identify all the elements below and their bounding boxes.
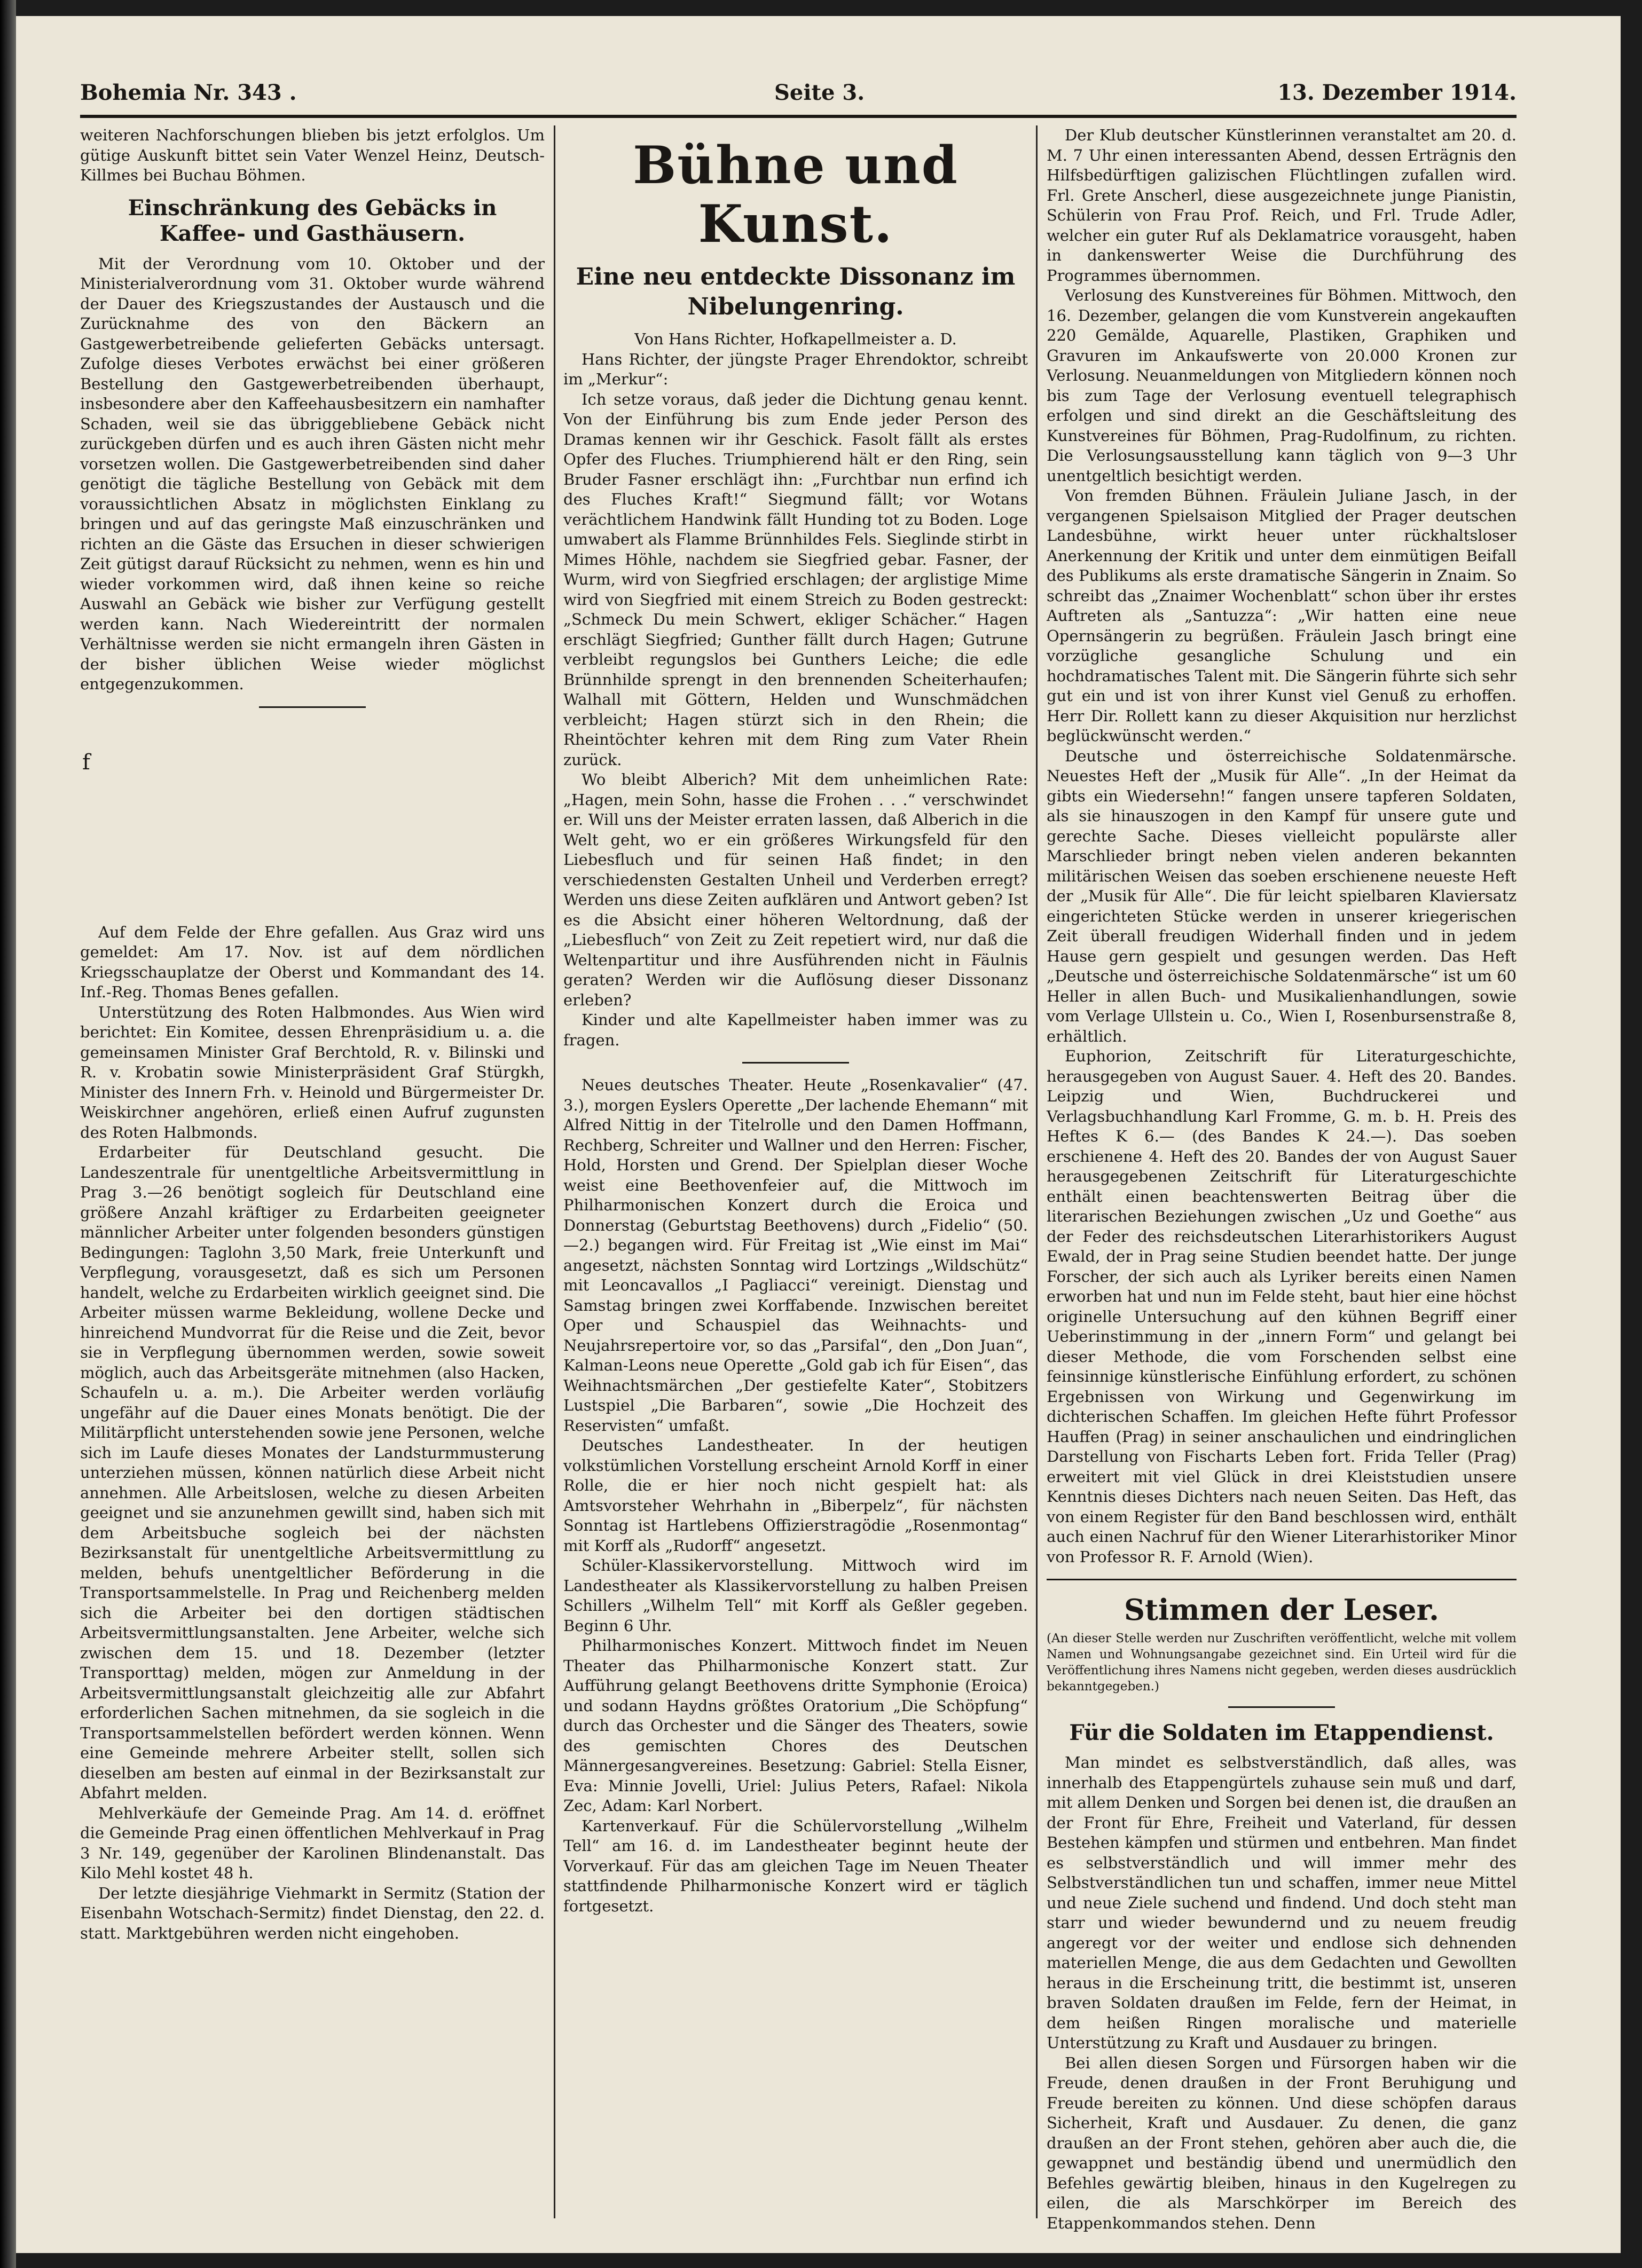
blank-space [80, 720, 545, 923]
news-schueler-vorstellung: Schüler-Klassikervorstellung. Mittwoch wird im Landestheater als Klassikervorstellung zu halben Preisen Schillers „Wilhelm Tell“ mit Korff als Geßler gegeben. Beginn 6 Uhr. [563, 1556, 1028, 1635]
separator [259, 706, 366, 708]
column-1 [80, 125, 545, 2218]
column-3 [1047, 125, 1517, 2232]
news-kuenstlerinnen-klub: Der Klub deutscher Künstlerinnen veranstaltet am 20. d. M. 7 Uhr einen interessanten Abend, dessen Erträgnis den Hilfsbedürftigen galizischen Flüchtlingen zufallen wird. Frl. Grete Anscherl, diese ausgezeichnete junge Pianistin, Schülerin von Frau Prof. Reich, und Frl. Trude Adler, welcher ein guter Ruf als Deklamatrice vorausgeht, haben in dankenswerter Weise die Durchführung des Programmes übernommen. [1047, 126, 1517, 285]
article-dissonanz-text-1: Ich setze voraus, daß jeder die Dichtung genau kennt. Von der Einführung bis zum Ende jeder Person des Dramas kennen wir ihr Geschick. Fasolt fällt als erstes Opfer des Fluches. Triumphierend hält er den Ring, sein Bruder Fasner erschlägt ihn: „Furchtbar nun erfind ich des Fluches Kraft!“ Siegmund fällt; vor Wotans verächtlichem Handwink fällt Hunding tot zu Boden. Loge umwabert als Flamme Brünnhildes Fels. Sieglinde stirbt in Mimes Höhle, nachdem sie Siegfried gebar. Fasner, der Wurm, wird von Siegfried erschlagen; der arglistige Mime wird von Siegfried mit einem Streich zu Boden gestreckt: „Schmeck Du mein Schwert, ekliger Schächer.“ Hagen erschlägt Siegfried; Gunther fällt durch Hagen; Gutrune verbleibt regungslos bei Gunthers Leiche; die edle Brünnhilde sprengt in den brennenden Scheiterhaufen; Walhall mit Göttern, Helden und Wunschmädchen verbleicht; Hagen stürzt sich in den Rhein; die Rheintöchter kehren mit dem Ring zum Vater Rhein zurück. [563, 390, 1028, 769]
separator [1228, 1706, 1335, 1708]
news-philharmonisches-konzert: Philharmonisches Konzert. Mittwoch findet im Neuen Theater das Philharmonische Konzert statt. Zur Aufführung gelangt Beethovens dritte Symphonie (Eroica) und sodann Haydns größtes Oratorium „Die Schöpfung“ durch das Orchester und die Sänger des Theaters, sowie des gemischten Chores des Deutschen Männergesangvereines. Besetzung: Gabriel: Stella Eisner, Eva: Minnie Jovelli, Uriel: Julius Peters, Rafael: Nikola Zec, Adam: Karl Norbert. [563, 1636, 1028, 1815]
section-title-stimmen-der-leser: Stimmen der Leser. [1124, 1593, 1439, 1627]
article-dissonanz-intro: Hans Richter, der jüngste Prager Ehrendoktor, schreibt im „Merkur“: [563, 350, 1028, 388]
news-neues-deutsches-theater: Neues deutsches Theater. Heute „Rosenkavalier“ (47. 3.), morgen Eyslers Operette „Der lachende Ehemann“ mit Alfred Nittig in der Titelrolle und den Damen Hoffmann, Rechberg, Schreiter und Wallner und den Herren: Fischer, Hold, Horsten und Grend. Der Spielplan dieser Woche weist eine Beethovenfeier auf, die Mittwoch im Philharmonischen Konzert durch die Eroica und Donnerstag (Geburtstag Beethovens) durch „Fidelio“ (50.—2.) begangen wird. Für Freitag ist „Wie einst im Mai“ angesetzt, nächsten Sonntag wird Lortzings „Wildschütz“ mit Leoncavallos „I Pagliacci“ vereinigt. Dienstag und Samstag bringen zwei Korffabende. Inzwischen bereitet Oper und Schauspiel das Weihnachts- und Neujahrsrepertoire vor, so das „Parsifal“, den „Don Juan“, Kalman-Leons neue Operette „Gold gab ich für Eisen“, das Weihnachtsmärchen „Der gestiefelte Kater“, Stobitzers Lustspiel „Die Barbaren“, sowie „Die Hochzeit des Reservisten“ umfaßt. [563, 1076, 1028, 1435]
page-header [80, 64, 1517, 107]
article-dissonanz-text-2: Wo bleibt Alberich? Mit dem unheimlichen Rate: „Hagen, mein Sohn, hasse die Frohen . . .“ verschwindet er. Will uns der Meister erraten lassen, daß Alberich in die Welt geht, wo er ein größeres Wirkungsfeld für den Liebesfluch und für seinen Haß findet; in den verschiedensten Gestalten Unheil und Verderben erregt? Werden uns diese Zeiten aufklären und Antwort geben? Ist es die Absicht einer höheren Weltordnung, daß der „Liebesfluch“ von Zeit zu Zeit repetiert wird, nur daß die Weltenpartitur und ihre Ausführenden nicht in Fäulnis geraten? Werden wir die Auflösung dieser Dissonanz erleben? [563, 770, 1028, 1009]
column-rule-1 [554, 125, 555, 2218]
ink-mark: f [82, 750, 90, 775]
news-fremde-buehnen: Von fremden Bühnen. Fräulein Juliane Jasch, in der vergangenen Spielsaison Mitglied der Prager deutschen Landesbühne, wirkt heuer unter rückhaltsloser Anerkennung der Kritik und unter dem einmütigen Beifall des Publikums als erste dramatische Sängerin in Znaim. So schreibt das „Znaimer Wochenblatt“ schon über ihr erstes Auftreten als „Santuzza“: „Wir hatten eine neue Opernsängerin zu begrüßen. Fräulein Jasch bringt eine vorzügliche gesangliche Schulung und ein hochdramatisches Talent mit. Die Sängerin führte sich sehr gut ein und ist von ihrer Kunst viel Genuß zu erhoffen. Herr Dir. Rollett kann zu dieser Akquisition nur herzlichst beglückwünscht werden.“ [1047, 486, 1517, 745]
news-landestheater: Deutsches Landestheater. In der heutigen volkstümlichen Vorstellung erscheint Arnold Korff in einer Rolle, die er hier noch nicht gespielt hat: als Amtsvorsteher Wehrhahn in „Biberpelz“, für nächsten Sonntag ist Hartlebens Offizierstragödie „Rosenmontag“ mit Korff als „Rudorff“ angesetzt. [563, 1436, 1028, 1555]
news-soldatenmaersche: Deutsche und österreichische Soldatenmärsche. Neuestes Heft der „Musik für Alle“. „In der Heimat da gibts ein Wiedersehn!“ fangen unsere tapferen Soldaten, als sie hinauszogen in den Kampf für unsere gute und gerechte Sache. Dieses vielleicht populärste aller Marschlieder bringt neben vielen anderen bekannten militärischen Weisen das soeben erschienene neueste Heft der „Musik für Alle“. Die für leicht spielbaren Klaviersatz eingerichteten Stücke werden in unserer kriegerischen Zeit überall freudigen Widerhall finden und in jedem Hause gern gespielt und gesungen werden. Das Heft „Deutsche und österreichische Soldatenmärsche“ ist um 60 Heller in allen Buch- und Musikalienhandlungen, sowie vom Verlage Ullstein u. Co., Wien I, Rosenbursenstraße 8, erhältlich. [1047, 746, 1517, 1045]
scan-edge-shadow [0, 0, 16, 2268]
header-issue: Bohemia Nr. 343 . [80, 80, 297, 105]
article-continuation: weiteren Nachforschungen blieben bis jetzt erfolglos. Um gütige Auskunft bittet sein Vater Wenzel Heinz, Deutsch-Killmes bei Buchau Böhmen. [80, 126, 545, 184]
editorial-note: (An dieser Stelle werden nur Zuschriften veröffentlicht, welche mit vollem Namen und Wohnungsangabe gezeichnet sind. Ein Urteil wird für die Veröffentlichung ihres Namens nicht gegeben, werden dieses ausdrücklich bekanntgegeben.) [1047, 1632, 1517, 1694]
news-roter-halbmond: Unterstützung des Roten Halbmondes. Aus Wien wird berichtet: Ein Komitee, dessen Ehrenpräsidium u. a. die gemeinsamen Minister Graf Berchtold, R. v. Bilinski und R. v. Krobatin sowie Ministerpräsident Graf Stürgkh, Minister des Innern Frh. v. Heinold und Bürgermeister Dr. Weiskirchner angehören, erließ einen Aufruf zugunsten des Roten Halbmonds. [80, 1003, 545, 1141]
news-erdarbeiter: Erdarbeiter für Deutschland gesucht. Die Landeszentrale für unentgeltliche Arbeitsvermittlung in Prag 3.—26 benötigt sogleich für Deutschland eine größere Anzahl kräftiger zu Erdarbeiten geeigneter männlicher Arbeiter unter folgenden besonders günstigen Bedingungen: Taglohn 3,50 Mark, freie Unterkunft und Verpflegung, vorausgesetzt, daß es sich um Personen handelt, welche zu Erdarbeiten wirklich geeignet sind. Die Arbeiter müssen warme Bekleidung, wollene Decke und hinreichend Mundvorrat für die Reise und die Zeit, bevor sie in Verpflegung übernommen werden, sowie soweit möglich, auch das Arbeitsgeräte mitnehmen (also Hacken, Schaufeln u. a. m.). Die Arbeiter werden vorläufig ungefähr auf die Dauer eines Monats benötigt. Die der Militärpflicht unterstehenden sowie jene Personen, welche sich im Laufe dieses Monates der Landsturmmusterung unterziehen müssen, können natürlich diese Arbeit nicht annehmen. Alle Arbeitslosen, welche zu diesen Arbeiten geeignet und sie anzunehmen gewillt sind, haben sich mit dem Arbeitsbuche sogleich bei der nächsten Bezirksanstalt für unentgeltliche Arbeitsvermittlung zu melden, behufs unentgeltlicher Beförderung in die Transportsammelstelle. In Prag und Reichenberg melden sich die Arbeiter bei den dortigen städtischen Arbeitsvermittlungsanstalten. Jene Arbeiter, welche sich zwischen dem 15. und 18. Dezember (letzter Transporttag) melden, mögen zur Anmeldung in der Arbeitsvermittlungsanstalt gleichzeitig alle zur Abfahrt erforderlichen Sachen mitnehmen, da sie sogleich in die Transportsammelstellen befördert werden können. Wenn eine Gemeinde mehrere Arbeiter stellt, sollen sich dieselben am besten auf einmal in der Bezirksanstalt zur Abfahrt melden. [80, 1143, 545, 1802]
news-kartenverkauf: Kartenverkauf. Für die Schülervorstellung „Wilhelm Tell“ am 16. d. im Landestheater beginnt heute der Vorverkauf. Für das am gleichen Tage im Neuen Theater stattfindende Philharmonische Konzert wird er täglich fortgesetzt. [563, 1816, 1028, 1915]
section-title-buehne-und-kunst: Bühne und Kunst. [633, 135, 959, 254]
news-viehmarkt: Der letzte diesjährige Viehmarkt in Sermitz (Station der Eisenbahn Wotschach-Sermitz) findet Dienstag, den 22. d. statt. Marktgebühren werden nicht eingehoben. [80, 1884, 545, 1942]
separator [1047, 1579, 1517, 1580]
news-kunstverein-verlosung: Verlosung des Kunstvereines für Böhmen. Mittwoch, den 16. Dezember, gelangen die vom Kunstverein angekauften 220 Gemälde, Aquarelle, Plastiken, Graphiken und Gravuren im Ankaufswerte von 20.000 Kronen zur Verlosung. Neuanmeldungen von Mitgliedern können noch bis zum Tage der Verlosung eventuell telegraphisch erfolgen und sind direkt an die Geschäftsleitung des Kunstvereines für Böhmen, Prag-Rudolfinum, zu richten. Die Verlosungsausstellung kann täglich von 9—3 Uhr unentgeltlich besichtigt werden. [1047, 286, 1517, 485]
column-rule-2 [1036, 125, 1038, 2218]
article-etappendienst-text-1: Man mindet es selbstverständlich, daß alles, was innerhalb des Etappengürtels zuhause sein muß und darf, mit allem Denken und Sorgen bei denen ist, die draußen an der Front für Ehre, Freiheit und Vaterland, für dessen Bestehen kämpfen und stürmen und entbehren. Man findet es selbstverständlich und will immer mehr des Selbstverständlichen tun und schaffen, immer neue Mittel und neue Ziele suchend und findend. Und doch steht man starr und wieder bewundernd und zu neuem freudig angeregt vor der weiter und endlose sich dehnenden materiellen Menge, die aus dem Gedachten und Gewollten heraus in die Erscheinung tritt, die bestimmt ist, unseren braven Soldaten draußen im Felde, fern der Heimat, in dem heißen Ringen moralische und materielle Unterstützung zu Kraft und Ausdauer zu bringen. [1047, 1753, 1517, 2052]
article-etappendienst-text-2: Bei allen diesen Sorgen und Fürsorgen haben wir die Freude, denen draußen in der Front Beruhigung und Freude bereiten zu können. Und diese schöpfen daraus Sicherheit, Kraft und Ausdauer. Zu denen, die ganz draußen an der Front stehen, gehören aber auch die, die gewappnet und beständig übend und unermüdlich den Befehles gewärtig bleiben, hinaus in den Kugelregen zu eilen, die als Marschkörper im Bereich des Etappenkommandos stehen. Denn [1047, 2053, 1517, 2232]
article-heading-gebaeck: Einschränkung des Gebäcks in Kaffee- und Gasthäusern. [128, 195, 497, 246]
news-gefallen: Auf dem Felde der Ehre gefallen. Aus Graz wird uns gemeldet: Am 17. Nov. ist auf dem nördlichen Kriegsschauplatze der Oberst und Kommandant des 14. Inf.-Reg. Thomas Benes gefallen. [80, 923, 545, 1001]
news-euphorion: Euphorion, Zeitschrift für Literaturgeschichte, herausgegeben von August Sauer. 4. Heft des 20. Bandes. Leipzig und Wien, Buchdruckerei und Verlagsbuchhandlung Karl Fromme, G. m. b. H. Preis des Heftes K 6.— (des Bandes K 24.—). Das soeben erschienene 4. Heft des 20. Bandes der von August Sauer herausgegebenen Zeitschrift für Literaturgeschichte enthält einen beachtenswerten Beitrag über die literarischen Beziehungen zwischen „Uz und Goethe“ aus der Feder des reichsdeutschen Literarhistorikers August Ewald, der in Prag seine Studien beendet hatte. Der junge Forscher, der sich auch als Lyriker bereits einen Namen erworben hat und nun im Felde steht, baut hier eine höchst originelle Untersuchung auf den kühnen Begriff einer Ueberinstimmung in der „innern Form“ und gelangt bei dieser Methode, die vom Forschenden selbst eine feinsinnige künstlerische Einfühlung erfordert, zu schönen Ergebnissen von Wirkung und Gegenwirkung im dichterischen Schaffen. Im gleichen Hefte führt Professor Hauffen (Prag) in seiner anschaulichen und eindringlichen Darstellung von Fischarts Leben fort. Frida Teller (Prag) erweitert mit viel Glück in drei Kleiststudien unsere Kenntnis dieses Dichters nach neuen Seiten. Das Heft, das von einem Register für den Band beschlossen wird, enthält auch einen Nachruf für den Wiener Literarhistoriker Minor von Professor R. F. Arnold (Wien). [1047, 1047, 1517, 1566]
article-heading-dissonanz: Eine neu entdeckte Dissonanz im Nibelungenring. [576, 263, 1016, 320]
separator [742, 1062, 849, 1064]
column-2 [563, 125, 1028, 2218]
header-date: 13. Dezember 1914. [1277, 80, 1517, 105]
header-page-number: Seite 3. [774, 80, 865, 105]
article-byline: Von Hans Richter, Hofkapellmeister a. D. [634, 330, 957, 348]
article-dissonanz-text-3: Kinder und alte Kapellmeister haben immer was zu fragen. [563, 1011, 1028, 1049]
newspaper-page [16, 16, 1621, 2253]
news-mehlverkauf: Mehlverkäufe der Gemeinde Prag. Am 14. d. eröffnet die Gemeinde Prag einen öffentlichen Mehlverkauf in Prag 3 Nr. 149, gegenüber der Karolinen Blindenanstalt. Das Kilo Mehl kostet 48 h. [80, 1804, 545, 1882]
article-gebaeck-text: Mit der Verordnung vom 10. Oktober und der Ministerialverordnung vom 31. Oktober wurde während der Dauer des Kriegszustandes der Austausch und die Zurücknahme des von den Bäckern an Gastgewerbetreibende gelieferten Gebäcks untersagt. Zufolge dieses Verbotes erwächst bei einer größeren Bestellung den Gastgewerbetreibenden überhaupt, insbesondere aber den Kaffeehausbesitzern ein namhafter Schaden, weil sie das übriggebliebene Gebäck nicht zurückgeben dürfen und es auch ihren Gästen nicht mehr vorsetzen wollen. Die Gastgewerbetreibenden sind daher genötigt die tägliche Bestellung von Gebäck mit dem voraussichtlichen Absatz in möglichsten Einklang zu bringen und auf das geringste Maß einzuschränken und richten an die Gäste das Ersuchen in dieser schwierigen Zeit gütigst darauf Rücksicht zu nehmen, wenn es hin und wieder vorkommen wird, daß ihnen keine so reiche Auswahl an Gebäck wie bisher zur Verfügung gestellt werden kann. Nach Wiedereintritt der normalen Verhältnisse werden sie nicht ermangeln ihren Gästen in der bisher üblichen Weise wieder möglichst entgegenzukommen. [80, 254, 545, 693]
header-rule [80, 115, 1517, 118]
article-heading-etappendienst: Für die Soldaten im Etappendienst. [1069, 1720, 1494, 1745]
